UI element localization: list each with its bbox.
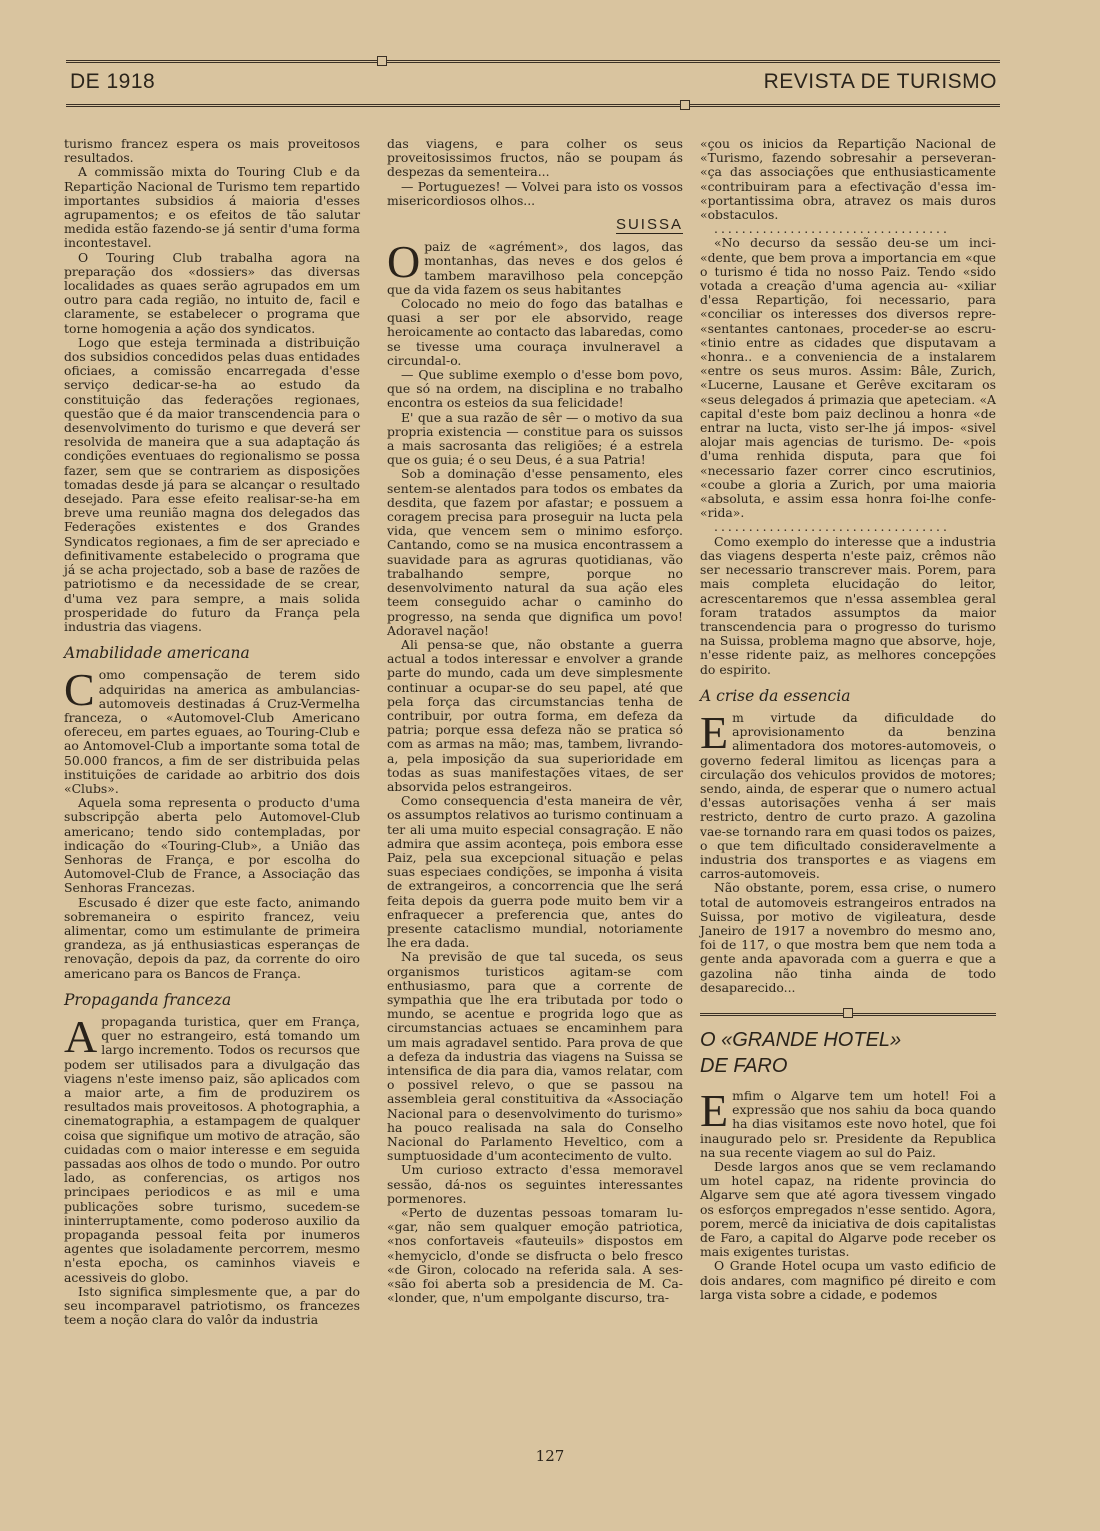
header-date: DE 1918	[70, 70, 156, 93]
paragraph: Escusado é dizer que este facto, animando sobremaneira o espirito francez, veiu alimentar, como um estimulante de primeira grandeza, as já enthusiasticas esperanças de renovação, depois da paz, da corrente do oiro americano para os Bancos de França.	[64, 894, 360, 981]
paragraph: Aquela soma representa o producto d'uma subscripção aberta pelo Automovel-Club americano; tendo sido contempladas, por indicação do «Touring-Club», a União das Senhoras de França, e por escolha do Automovel-Club de France, a Associação das Senhoras Francezas.	[64, 795, 360, 896]
paragraph: Um curioso extracto d'essa memoravel sessão, dá-nos os seguintes interessantes pormenores.	[387, 1162, 683, 1206]
article-title: O «GRANDE HOTEL» DE FARO	[700, 1028, 902, 1077]
paragraph: turismo francez espera os mais proveitosos resultados.	[64, 136, 360, 166]
paragraph: Como exemplo do interesse que a industria das viagens desperta n'este paiz, crêmos não ser necessario transcrever mais. Porem, para mais completa elucidação do leitor, acrescentaremos que n'essa assemblea geral foram tratados assumptos da maior transcendencia para o progresso do turismo na Suissa, problema magno que absorve, hoje, n'esse ridente paiz, as melhores concepções do espirito.	[700, 533, 996, 677]
paragraph: «çou os inicios da Repartição Nacional de «Turismo, fazendo sobresahir a perseveran- «ça das associações que enthusiasticamente «contribuiram para a efectivação d'essa im- «portantissima obra, atravez os mais duros «obstaculos.	[700, 136, 996, 223]
paragraph: E' que a sua razão de sêr — o motivo da sua propria existencia — constitue para os suissos a mais sacrosanta das religiões; é a estrela que os guia; é o seu Deus, é a sua Patria!	[387, 409, 683, 468]
paragraph: Logo que esteja terminada a distribuição dos subsidios concedidos pelas duas entidades oficiaes, a comissão encarregada d'esse serviço dedicar-se-ha ao estudo da constituição das federações regionaes, questão que é da maior transcendencia para o desenvolvimento do turismo e que deverá ser resolvida de maneira que a sua adaptação ás condições eventuaes do regionalismo se possa fazer, sem que se contrariem as disposições tomadas desde já para se alcançar o resultado desejado. Para esse efeito realisar-se-ha em breve uma reunião magna dos delegados das Federações existentes e dos Grandes Syndicatos regionaes, a fim de ser apreciado e definitivamente estabelecido o programa que já se acha projectado, sob a base de razões de patriotismo e da necessidade de se crear, d'uma vez para sempre, a mais solida prosperidade do futuro da França pela industria das viagens.	[64, 334, 360, 634]
paragraph: Colocado no meio do fogo das batalhas e quasi a ser por ele absorvido, reage heroicamente ao contacto das labaredas, como se tivesse uma couraça invulneravel a circundal-o.	[387, 296, 683, 368]
paragraph: Não obstante, porem, essa crise, o numero total de automoveis estrangeiros entrados na Suissa, por motivo de vigileatura, desde Janeiro de 1917 a novembro do mesmo ano, foi de 117, o que mostra bem que nem toda a gente anda apavorada com a guerra e que a gazolina não tinha ainda de todo desaparecido...	[700, 880, 996, 995]
paragraph: Opaiz de «agrément», dos lagos, das montanhas, das neves e dos gelos é tambem maravilhoso pela concepção que da vida fazem os seus habitantes	[387, 236, 683, 297]
paragraph: das viagens, e para colher os seus proveitosissimos fructos, não se poupam ás despezas da sementeira...	[387, 136, 683, 180]
paragraph: Em virtude da dificuldade do aprovisionamento da benzina alimentadora dos motores-automoveis, o governo federal limitou as licenças para a circulação dos vehiculos providos de motores; sendo, ainda, de esperar que o numero actual d'essas autorisações venha á ser mais restricto, dentro de curto prazo. A gazolina vae-se tornando rara em quasi todos os paizes, o que tem dificultado consideravelmente a industria dos transportes e as viagens em carros-automoveis.	[700, 706, 996, 882]
column-1	[64, 137, 360, 1327]
drop-cap: A	[64, 1010, 98, 1062]
drop-cap: E	[700, 1084, 729, 1136]
drop-cap: O	[387, 236, 421, 288]
ornament-box	[843, 1008, 853, 1018]
column-2	[387, 137, 683, 1305]
paragraph: O Touring Club trabalha agora na preparação dos «dossiers» das diversas localidades as quaes serão agrupados em um outro para cada região, no intuito de, facil e claramente, se estabelecer o programa que torne homogenia a ação dos syndicatos.	[64, 249, 360, 336]
paragraph: Desde largos anos que se vem reclamando um hotel capaz, na ridente provincia do Algarve sem que até agora tivessem vingado os esforços empregados n'esse sentido. Agora, porem, mercê da iniciativa de dois capitalistas de Faro, a capital do Algarve pode receber os mais exigentes turistas.	[700, 1159, 996, 1260]
paragraph: Apropaganda turistica, quer em França, quer no estrangeiro, está tomando um largo incremento. Todos os recursos que podem ser utilisados para a divulgação das viagens n'este imenso paiz, são aplicados com a maior arte, a fim de produzirem os resultados mais proveitosos. A photographia, a cinematographia, a estampagem de qualquer coisa que signifique um motivo de atração, são cuidadas com o maior interesse e em seguida passadas aos olhos de todo o mundo. Por outro lado, as conferencias, os artigos nos principaes periodicos e as mil e uma publicações sobre turismo, sucedem-se ininterruptamente, como poderoso auxilio da propaganda pessoal feita por inumeros agentes que isoladamente percorrem, mesmo n'esta epocha, os caminhos viaveis e acessiveis do globo.	[64, 1010, 360, 1285]
paragraph: Isto significa simplesmente que, a par do seu incomparavel patriotismo, os francezes teem a noção clara do valôr da industria	[64, 1283, 360, 1328]
paragraph: Como compensação de terem sido adquiridas na america as ambulancias-automoveis destinadas á Cruz-Vermelha franceza, o «Automovel-Club Americano ofereceu, em partes eguaes, ao Touring-Club e ao Antomovel-Club a importante soma total de 50.000 francos, a fim de ser distribuida pelas instituições de caridade ao arbitrio dos dois «Clubs».	[64, 664, 360, 796]
page-number: 127	[535, 1447, 565, 1465]
drop-cap: E	[700, 706, 729, 758]
column-3	[700, 137, 996, 1302]
ellipsis-row: ..................................	[714, 519, 950, 535]
paragraph: — Portuguezes! — Volvei para isto os vossos misericordiosos olhos...	[387, 178, 683, 208]
header-title: REVISTA DE TURISMO	[763, 70, 997, 93]
paragraph: O Grande Hotel ocupa um vasto edificio de dois andares, com magnifico pé direito e com larga vista sobre a cidade, e podemos	[700, 1258, 996, 1302]
ornament-box	[377, 56, 387, 66]
paragraph: «Perto de duzentas pessoas tomaram lu- «gar, não sem qualquer emoção patriotica, «nos confortaveis «fauteuils» dispostos em «hemyciclo, d'onde se disfructa o belo fresco «de Giron, colocado na referida sala. A ses- «são foi aberta sob a presidencia de M. Ca- «londer, que, n'um empolgante discurso, tra-	[387, 1205, 683, 1306]
header-rule-bottom	[66, 104, 1000, 107]
header-rule-top	[66, 60, 1000, 63]
ornament-box	[680, 100, 690, 110]
section-heading: Amabilidade americana	[64, 644, 250, 663]
paragraph: Emfim o Algarve tem um hotel! Foi a expressão que nos sahiu da boca quando ha dias visitamos este novo hotel, que foi inaugurado pelo sr. Presidente da Republica na sua recente viagem ao sul do Paiz.	[700, 1084, 996, 1160]
paragraph: — Que sublime exemplo o d'esse bom povo, que só na ordem, na disciplina e no trabalho encontra os esteios da sua felicidade!	[387, 367, 683, 411]
section-heading: Propaganda franceza	[64, 990, 232, 1009]
drop-cap: C	[64, 664, 95, 716]
paragraph: «No decurso da sessão deu-se um inci- «dente, que bem prova a importancia em «que o turismo é tida no nosso Paiz. Tendo «sido votada a creação d'uma agencia au- «xiliar d'essa Repartição, foi necessario, para «conciliar os interesses dos diversos repre- «sentantes cantonaes, proceder-se ao escru- «tinio entre as cidades que disputavam a «honra.. e a conveniencia de a instalarem «entre os seus muros. Assim: Bâle, Zurich, «Lucerne, Lausane et Gerêve excitaram os «seus delegados á primazia que apeteciam. «A capital d'este bom paiz declinou a honra «de entrar na lucta, visto ser-lhe já impos- «sivel alojar mais agencias de turismo. De- «pois d'uma renhida disputa, para que foi «necessario fazer correr cinco escrutinios, «coube a gloria a Zurich, por uma maioria «absoluta, e assim essa honra foi-lhe confe- «rida».	[700, 235, 996, 521]
section-heading: SUISSA	[615, 216, 683, 234]
paragraph: Como consequencia d'esta maneira de vêr, os assumptos relativos ao turismo continuam a ter ali uma muito especial consagração. E não admira que assim aconteça, pois embora esse Paiz, pela sua excepcional situação e pelas suas especiaes condições, se imponha á visita de extrangeiros, a concorrencia que lhe será feita depois da guerra pode muito bem vir a enfraquecer a preferencia que, antes do presente cataclismo mundial, notoriamente lhe era dada.	[387, 793, 683, 951]
section-heading: A crise da essencia	[700, 686, 851, 705]
section-separator	[700, 1007, 996, 1021]
paragraph: Ali pensa-se que, não obstante a guerra actual a todos interessar e envolver a grande parte do mundo, cada um deve simplesmente continuar a ocupar-se do seu papel, até que pela força das circumstancias tenha de contribuir, por outra forma, em defeza da patria; porque essa defeza não se pratica só com as armas na mão; mas, tambem, livrando-a, pela imposição da sua superioridade em todas as suas manifestações vitaes, de ser absorvida pelos estrangeiros.	[387, 636, 683, 794]
paragraph: A commissão mixta do Touring Club e da Repartição Nacional de Turismo tem repartido importantes subsidios á maioria d'esses agrupamentos; e os efeitos de tão salutar medida estão fazendo-se já sentir d'uma forma incontestavel.	[64, 164, 360, 251]
paragraph: Na previsão de que tal suceda, os seus organismos turisticos agitam-se com enthusiasmo, para que a corrente de sympathia que lhe era tributada por todo o mundo, se acentue e progrida logo que as circumstancias actuaes se encaminhem para um mais agradavel sentido. Para prova de que a defeza da industria das viagens na Suissa se intensifica de dia para dia, vamos relatar, com o possivel relevo, o que se passou na assembleia geral constituitiva da «Associação Nacional para o desenvolvimento do turismo» ha pouco realisada na sala do Conselho Nacional do Parlamento Heveltico, com a sumptuosidade d'um acontecimento de vulto.	[387, 949, 683, 1164]
ellipsis-row: ..................................	[714, 221, 950, 237]
paragraph: Sob a dominação d'esse pensamento, eles sentem-se alentados para todos os embates da desdita, que fazem por afastar; e possuem a coragem precisa para proseguir na lucta pela vida, que vencem sem o minimo esforço. Cantando, como se na musica encontrassem a suavidade para as agruras quotidianas, vão trabalhando sempre, porque no desenvolvimento natural da sua ação eles teem conseguido achar o caminho do progresso, na senda que dignifica um povo! Adoravel nação!	[387, 466, 683, 638]
